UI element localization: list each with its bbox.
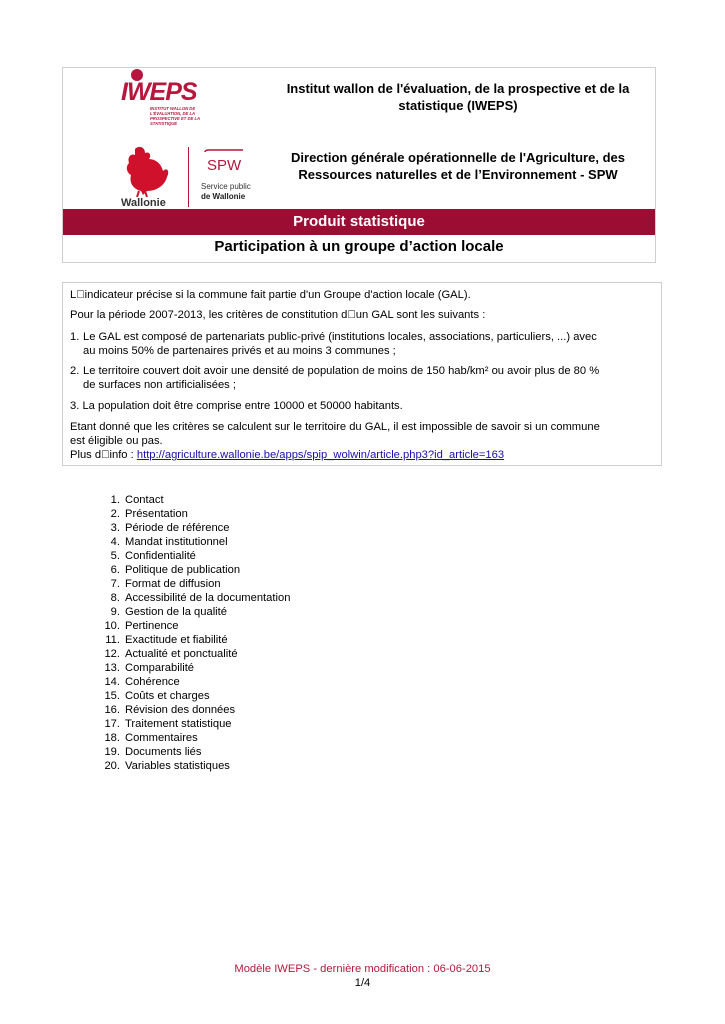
toc-item-label: Documents liés [125, 746, 202, 758]
iweps-logo-subtitle: INSTITUT WALLON DE L'ÉVALUATION, DE LA PROSPECTIVE ET DE LA STATISTIQUE [150, 106, 200, 126]
toc-item [0, 536, 400, 550]
intro-box [62, 282, 662, 466]
toc-item [0, 508, 400, 522]
logo-divider [188, 147, 189, 207]
rooster-icon [121, 145, 171, 197]
toc-item-label: Confidentialité [125, 550, 196, 562]
toc-item-label: Commentaires [125, 732, 198, 744]
toc-item-number: 6. [110, 564, 120, 576]
toc-item-number: 17. [104, 718, 120, 730]
more-info-label: Plus d info : [70, 449, 137, 461]
criterion-1-line1: Le GAL est composé de partenariats public-privé (institutions locales, associations, particuliers, ...) avec [83, 331, 597, 343]
toc-item-label: Contact [125, 494, 164, 506]
toc-item-label: Pertinence [125, 620, 179, 632]
toc-item [0, 494, 400, 508]
toc-item [0, 704, 400, 718]
toc-item [0, 592, 400, 606]
toc-item [0, 732, 400, 746]
wallonie-logo [121, 145, 171, 209]
toc-item-number: 7. [110, 578, 120, 590]
toc-item-label: Accessibilité de la documentation [125, 592, 291, 604]
toc-item [0, 676, 400, 690]
toc-item-number: 14. [104, 676, 120, 688]
institute-title: Institut wallon de l'évaluation, de la prospective et de la statistique (IWEPS) [286, 81, 630, 113]
spw-logo [201, 148, 261, 208]
criterion-1-number: 1. [70, 331, 80, 343]
toc-item [0, 550, 400, 564]
toc-item-label: Présentation [125, 508, 188, 520]
toc-item-label: Comparabilité [125, 662, 195, 674]
toc-item-number: 9. [110, 606, 120, 618]
spw-logo-mark [201, 148, 247, 178]
toc-item-label: Variables statistiques [125, 760, 230, 772]
toc-item [0, 648, 400, 662]
spw-logo-subtitle-line2: de Wallonie [201, 192, 246, 201]
toc-item-label: Actualité et ponctualité [125, 648, 238, 660]
toc-item-number: 3. [110, 522, 120, 534]
criterion-3: 3. La population doit être comprise entre 10000 et 50000 habitants. [70, 400, 403, 412]
toc-item-label: Exactitude et fiabilité [125, 634, 228, 646]
criterion-2-line1: Le territoire couvert doit avoir une densité de population de moins de 150 hab/km² ou avoir plus de 80 % [83, 365, 600, 377]
toc-item-label: Gestion de la qualité [125, 606, 227, 618]
footer-model: Modèle IWEPS - dernière modification : 06-06-2015 [234, 963, 491, 975]
product-title: Participation à un groupe d’action locale [214, 238, 504, 255]
direction-title: Direction générale opérationnelle de l'Agriculture, des Ressources naturelles et de l’Environnement - SPW [291, 150, 625, 182]
criterion-2-line2: de surfaces non artificialisées ; [83, 379, 236, 391]
toc-item-number: 8. [110, 592, 120, 604]
toc-item [0, 760, 400, 774]
toc-item-label: Cohérence [125, 676, 180, 688]
toc-item-label: Mandat institutionnel [125, 536, 228, 548]
toc-item-label: Format de diffusion [125, 578, 221, 590]
criterion-2-number: 2. [70, 365, 80, 377]
toc-item-number: 20. [104, 760, 120, 772]
intro-paragraph-3-line2: est éligible ou pas. [70, 435, 163, 447]
intro-paragraph-1: L indicateur précise si la commune fait partie d'un Groupe d'action locale (GAL). [70, 289, 471, 301]
more-info-line [70, 449, 654, 462]
spw-logo-subtitle [201, 182, 251, 202]
toc-item-label: Coûts et charges [125, 690, 210, 702]
toc-item-number: 10. [104, 620, 120, 632]
toc-item-number: 1. [110, 494, 120, 506]
intro-paragraph-3-line1: Etant donné que les critères se calculent sur le territoire du GAL, il est impossible de savoir si un commune [70, 421, 600, 433]
toc-item [0, 690, 400, 704]
footer-page-number: 1/4 [354, 977, 371, 989]
iweps-logo [121, 68, 216, 136]
toc-item-label: Traitement statistique [125, 718, 232, 730]
toc-item-number: 16. [104, 704, 120, 716]
toc-item-number: 4. [110, 536, 120, 548]
toc-item [0, 620, 400, 634]
toc-item-number: 13. [104, 662, 120, 674]
toc-item [0, 564, 400, 578]
toc-item [0, 662, 400, 676]
toc-item-label: Politique de publication [125, 564, 241, 576]
toc-item-label: Période de référence [125, 522, 230, 534]
spw-logo-word: SPW [207, 157, 242, 174]
toc-item [0, 606, 400, 620]
more-info-link[interactable]: http://agriculture.wallonie.be/apps/spip_wolwin/article.php3?id_article=163 [136, 449, 505, 461]
toc-item-number: 11. [105, 634, 120, 646]
iweps-logo-word: IWEPS [121, 78, 197, 106]
toc-item-number: 19. [104, 746, 120, 758]
spw-logo-subtitle-line1: Service public [201, 182, 251, 191]
toc-item-label: Révision des données [125, 704, 236, 716]
header-box [62, 67, 656, 263]
toc-item [0, 522, 400, 536]
criterion-1-line2: au moins 50% de partenaires privés et au moins 3 communes ; [83, 345, 396, 357]
toc-item-number: 2. [110, 508, 120, 520]
intro-paragraph-2: Pour la période 2007-2013, les critères de constitution d un GAL sont les suivants : [70, 309, 486, 321]
toc-item-number: 18. [104, 732, 120, 744]
toc-item [0, 634, 400, 648]
wallonie-logo-label: Wallonie [121, 197, 166, 209]
toc-item-number: 12. [104, 648, 120, 660]
toc-item [0, 578, 400, 592]
toc-item [0, 746, 400, 760]
toc-item-number: 5. [110, 550, 120, 562]
product-banner: Produit statistique [63, 209, 655, 235]
toc-item-number: 15. [104, 690, 120, 702]
toc-item [0, 718, 400, 732]
